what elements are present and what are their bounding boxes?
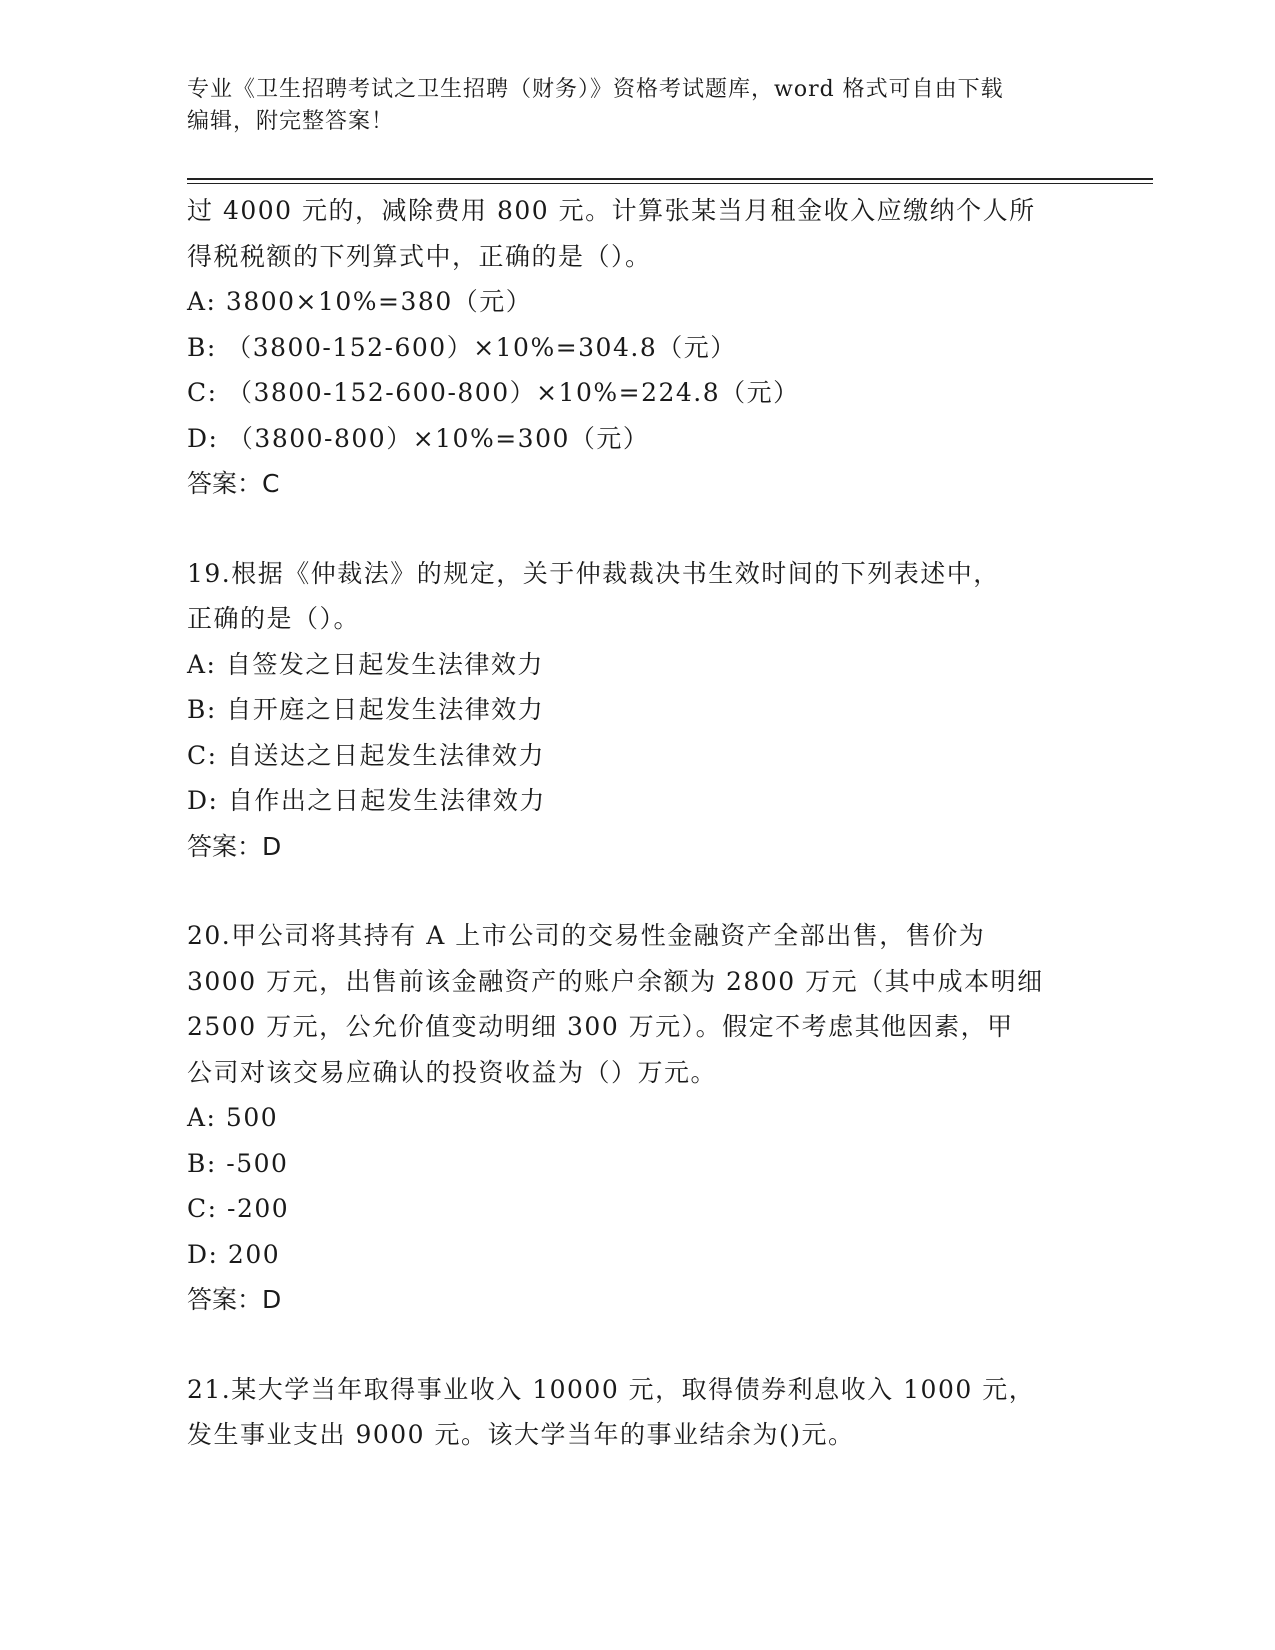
answer-line: 答案：D [187,1285,282,1314]
option-d: D: 200 [187,1239,281,1269]
question-20 [187,913,1087,1323]
answer-line: 答案：C [187,469,280,498]
question-18 [187,188,1087,507]
question-text-line: 公司对该交易应确认的投资收益为（）万元。 [187,1057,718,1087]
question-text-line: 过 4000 元的，减除费用 800 元。计算张某当月租金收入应缴纳个人所 [187,196,1036,225]
header-line-2: 编辑，附完整答案！ [187,109,395,134]
question-text-line: 2500 万元，公允价值变动明细 300 万元）。假定不考虑其他因素，甲 [187,1012,1014,1041]
option-b: B: （3800-152-600）×10%=304.8（元） [187,332,737,362]
option-a: A: 500 [187,1103,279,1132]
header-line-1: 专业《卫生招聘考试之卫生招聘（财务）》资格考试题库，word 格式可自由下载 [187,77,1004,102]
question-21 [187,1367,1087,1458]
question-spacer [187,507,1087,551]
option-c: C: （3800-152-600-800）×10%=224.8（元） [187,378,800,407]
question-text-line: 3000 万元，出售前该金融资产的账户余额为 2800 万元（其中成本明细 [187,966,1044,996]
option-b: B: 自开庭之日起发生法律效力 [187,695,545,724]
header-divider-thin [187,183,1153,184]
question-spacer [187,869,1087,913]
option-d: D: （3800-800）×10%=300（元） [187,423,650,453]
question-text-line: 19.根据《仲裁法》的规定，关于仲裁裁决书生效时间的下列表述中， [187,558,1000,588]
question-text-line: 正确的是（）。 [187,604,361,633]
answer-line: 答案：D [187,831,282,861]
option-b: B: -500 [187,1148,289,1178]
question-text-line: 发生事业支出 9000 元。该大学当年的事业结余为()元。 [187,1420,855,1449]
question-text-line: 21.某大学当年取得事业收入 10000 元，取得债券利息收入 1000 元， [187,1374,1036,1404]
option-d: D: 自作出之日起发生法律效力 [187,786,546,815]
option-c: C: -200 [187,1194,290,1223]
option-a: A: 3800×10%=380（元） [187,287,533,316]
page-header [187,74,1067,138]
question-text-line: 得税税额的下列算式中，正确的是（）。 [187,241,652,271]
question-text-line: 20.甲公司将其持有 A 上市公司的交易性金融资产全部出售，售价为 [187,921,986,950]
question-19 [187,551,1087,870]
question-list [187,188,1087,1458]
question-spacer [187,1323,1087,1367]
option-a: A: 自签发之日起发生法律效力 [187,649,544,679]
header-divider-thick [187,178,1153,180]
option-c: C: 自送达之日起发生法律效力 [187,740,545,770]
